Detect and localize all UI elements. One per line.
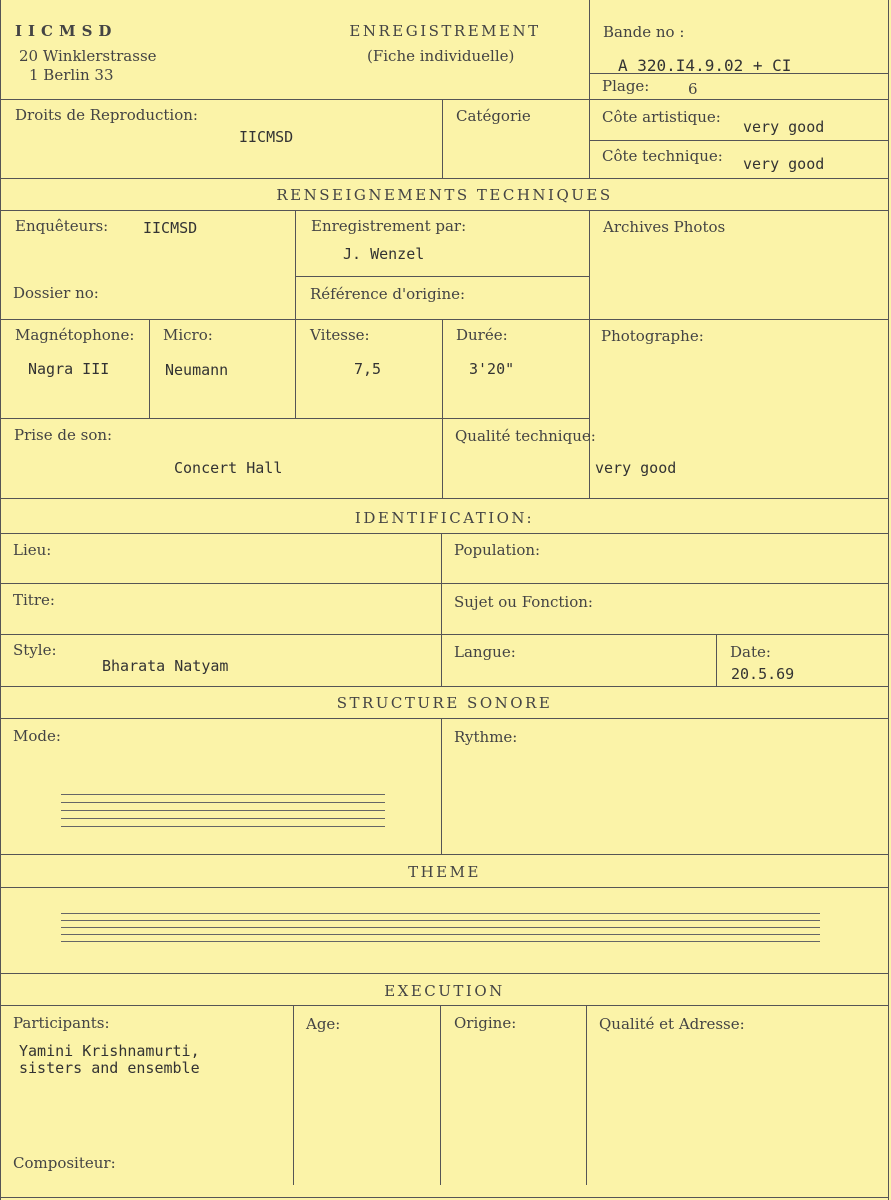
- mode-label: Mode:: [13, 727, 61, 745]
- style-value: Bharata Natyam: [102, 657, 229, 675]
- rythme-label: Rythme:: [454, 728, 518, 746]
- prise-value: Concert Hall: [174, 459, 283, 477]
- vitesse-value: 7,5: [354, 360, 382, 378]
- cote-artistique-value: very good: [743, 118, 825, 136]
- enqueteurs-value: IICMSD: [143, 219, 198, 237]
- section-identification: IDENTIFICATION:: [354, 509, 535, 527]
- titre-label: Titre:: [13, 591, 55, 609]
- qualite-technique-label: Qualité technique:: [455, 427, 596, 445]
- bande-label: Bande no :: [603, 23, 685, 41]
- vitesse-label: Vitesse:: [310, 326, 370, 344]
- prise-label: Prise de son:: [14, 426, 113, 444]
- participants-label: Participants:: [13, 1014, 110, 1032]
- magnetophone-value: Nagra III: [28, 360, 110, 378]
- section-structure-sonore: STRUCTURE SONORE: [336, 694, 553, 712]
- org-street: 20 Winklerstrasse: [19, 47, 157, 65]
- style-label: Style:: [13, 641, 57, 659]
- duree-label: Durée:: [456, 326, 508, 344]
- origine-label: Origine:: [454, 1014, 517, 1032]
- section-renseignements: RENSEIGNEMENTS TECHNIQUES: [276, 186, 613, 204]
- population-label: Population:: [454, 541, 541, 559]
- cote-artistique-label: Côte artistique:: [602, 108, 721, 126]
- bande-value: A 320.I4.9.02 + CI: [618, 56, 792, 75]
- age-label: Age:: [306, 1015, 341, 1033]
- lieu-label: Lieu:: [13, 541, 52, 559]
- enregistrement-par-value: J. Wenzel: [343, 245, 425, 263]
- section-execution: EXECUTION: [384, 982, 505, 1000]
- dossier-label: Dossier no:: [13, 284, 99, 302]
- qualite-technique-value: very good: [595, 459, 677, 477]
- cote-technique-label: Côte technique:: [602, 147, 723, 165]
- qualite-adresse-label: Qualité et Adresse:: [599, 1015, 745, 1033]
- micro-label: Micro:: [163, 326, 213, 344]
- cote-technique-value: very good: [743, 155, 825, 173]
- photographe-label: Photographe:: [601, 327, 704, 345]
- date-value: 20.5.69: [731, 665, 795, 683]
- participants-line-2: sisters and ensemble: [19, 1059, 200, 1077]
- plage-value: 6: [688, 80, 698, 98]
- form-subtitle: (Fiche individuelle): [367, 47, 515, 65]
- participants-line-1: Yamini Krishnamurti,: [19, 1042, 200, 1060]
- archives-label: Archives Photos: [603, 218, 726, 236]
- langue-label: Langue:: [454, 643, 516, 661]
- droits-label: Droits de Reproduction:: [15, 106, 198, 124]
- enqueteurs-label: Enquêteurs:: [15, 217, 109, 235]
- form-title: ENREGISTREMENT: [349, 22, 541, 40]
- section-theme: THEME: [408, 863, 481, 881]
- droits-value: IICMSD: [239, 128, 294, 146]
- categorie-label: Catégorie: [456, 107, 531, 125]
- reference-label: Référence d'origine:: [310, 285, 466, 303]
- duree-value: 3'20": [469, 360, 515, 378]
- plage-label: Plage:: [602, 77, 650, 95]
- sujet-label: Sujet ou Fonction:: [454, 593, 593, 611]
- org-city: 1 Berlin 33: [29, 66, 114, 84]
- org-logo: IICMSD: [15, 22, 118, 40]
- compositeur-label: Compositeur:: [13, 1154, 116, 1172]
- magnetophone-label: Magnétophone:: [15, 326, 135, 344]
- date-label: Date:: [730, 643, 771, 661]
- enregistrement-par-label: Enregistrement par:: [311, 217, 467, 235]
- micro-value: Neumann: [165, 361, 229, 379]
